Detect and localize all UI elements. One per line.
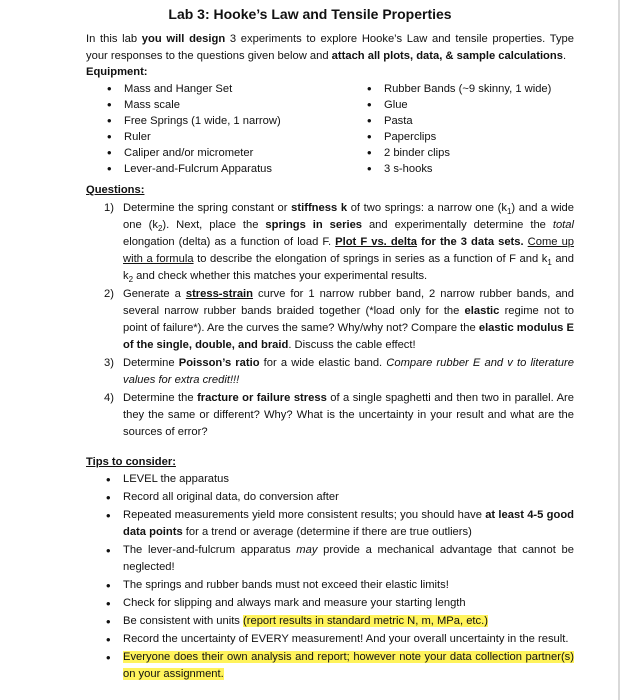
equipment-list-left [124,81,281,177]
question-text: for a wide elastic band. [259,357,387,369]
tip-text: Be consistent with units [123,615,244,627]
equipment-item: • Rubber Bands (~9 skinny, 1 wide) [384,81,551,97]
question-text: to describe the elongation of springs in series as a function of F and k [193,253,548,265]
page-title: Lab 3: Hooke’s Law and Tensile Properties [168,6,452,22]
subscript: 1 [506,207,512,217]
tip-text: The lever-and-fulcrum apparatus [123,544,297,556]
bullet: • [106,508,111,523]
equipment-item: • 2 binder clips [384,145,551,161]
equipment-item: • 3 s-hooks [384,161,551,177]
question-emphasis: elastic modulus E of the single, double, and braid [123,322,574,351]
question-number: 4) [104,392,114,404]
question-text: regime not to point of failure*). Are the curves the same? Why/why not? Compare the [123,305,574,334]
equipment-item: • Mass scale [124,97,281,113]
question-text: elongation (delta) as a function of load F. [123,236,336,248]
question-emphasis: elastic [464,305,500,317]
tip-emphasis: at least 4-5 good data points [123,509,574,538]
equipment-item: • Paperclips [384,129,551,145]
bullet: • [106,614,111,629]
questions-heading: Questions: [86,184,145,196]
question-emphasis: Plot F vs. delta [335,236,417,248]
bullet: • [106,650,111,665]
question-text: and experimentally determine the [362,219,553,231]
question-number: 1) [104,202,114,214]
subscript: 2 [128,275,134,285]
bullet: • [106,632,111,647]
question-emphasis: fracture or failure stress [197,392,327,404]
question-emphasis: stress-strain [185,288,254,300]
question-text: . Discuss the cable effect! [288,339,416,351]
question-text: and check whether this matches your experimental results. [133,270,428,282]
tip-item [86,542,574,576]
question-item [86,355,574,389]
question-italic: total [552,219,574,231]
question-item [86,200,574,285]
equipment-list-right [384,81,551,177]
equipment-item: • Mass and Hanger Set [124,81,281,97]
question-emphasis: stiffness k [291,202,348,214]
tip-item [86,649,574,683]
tip-item [86,507,574,541]
equipment-item: • Caliper and/or micrometer [124,145,281,161]
tip-italic: may [296,544,318,556]
question-number: 2) [104,288,114,300]
subscript: 2 [157,224,163,234]
question-text: Generate a [123,288,186,300]
tip-text: Check for slipping and always mark and measure your starting length [123,597,466,609]
questions-list [86,200,574,442]
tip-text: for a trend or average (determine if there are true outliers) [182,526,472,538]
question-item [86,390,574,441]
tips-heading: Tips to consider: [86,456,176,468]
question-text: Determine [123,357,179,369]
tips-list [86,471,574,684]
intro-text: In this lab [86,33,142,45]
tip-text: provide a mechanical advantage that cannot be neglected! [123,544,574,573]
question-text: of a single spaghetti and then two in parallel. Are they the same or different? Why? What is the uncertainty in your result and what are the sources of error? [123,392,574,438]
question-emphasis: Poisson’s ratio [178,357,260,369]
question-emphasis: for the 3 data sets. [416,236,524,248]
equipment-item: • Lever-and-Fulcrum Apparatus [124,161,281,177]
equipment-item: • Pasta [384,113,551,129]
question-italic: Compare rubber E and v to literature values for extra credit!!! [123,357,574,386]
highlighted-text: (report results in standard metric N, m, MPa, etc.) [243,615,488,627]
intro-emphasis: attach all plots, data, & sample calculations [331,50,563,62]
bullet: • [106,578,111,593]
intro-text: . [562,50,567,62]
question-text: curve for 1 narrow rubber band, 2 narrow rubber bands, and several narrow rubber bands braided together (*load only for the [123,288,574,317]
question-text: Determine the spring constant or [123,202,292,214]
equipment-item: • Glue [384,97,551,113]
question-text: Determine the [123,392,198,404]
intro-text: 3 experiments to explore Hooke’s Law and tensile properties. Type your responses to the questions given below and [86,33,574,62]
equipment-heading: Equipment: [86,66,148,78]
bullet: • [106,472,111,487]
question-text: ). Next, place the [162,219,266,231]
tip-item [86,595,574,612]
bullet: • [106,490,111,505]
equipment-item: • Free Springs (1 wide, 1 narrow) [124,113,281,129]
bullet: • [106,596,111,611]
tip-text: Record all original data, do conversion after [123,491,339,503]
tip-text: Record the uncertainty of EVERY measurement! And your overall uncertainty in the result. [123,633,569,645]
intro-paragraph [86,31,574,65]
question-emphasis: springs in series [265,219,363,231]
question-text: ) and a wide one (k [123,202,574,231]
tip-text: Repeated measurements yield more consistent results; you should have [123,509,486,521]
question-text: and k [123,253,575,282]
subscript: 1 [547,258,552,268]
intro-emphasis: you will design [141,33,226,45]
question-number: 3) [104,357,114,369]
tip-item [86,631,574,648]
tip-item [86,577,574,594]
question-item [86,286,574,354]
tip-text: LEVEL the apparatus [123,473,229,485]
question-text: of two springs: a narrow one (k [347,202,507,214]
tip-item [86,471,574,488]
question-underline: Come up with a formula [123,236,575,265]
bullet: • [106,543,111,558]
tip-text: The springs and rubber bands must not exceed their elastic limits! [123,579,449,591]
highlighted-text: Everyone does their own analysis and report; however note your data collection partner(s) on your assignment. [123,651,574,680]
tip-item [86,613,574,630]
equipment-item: • Ruler [124,129,281,145]
tip-item [86,489,574,506]
